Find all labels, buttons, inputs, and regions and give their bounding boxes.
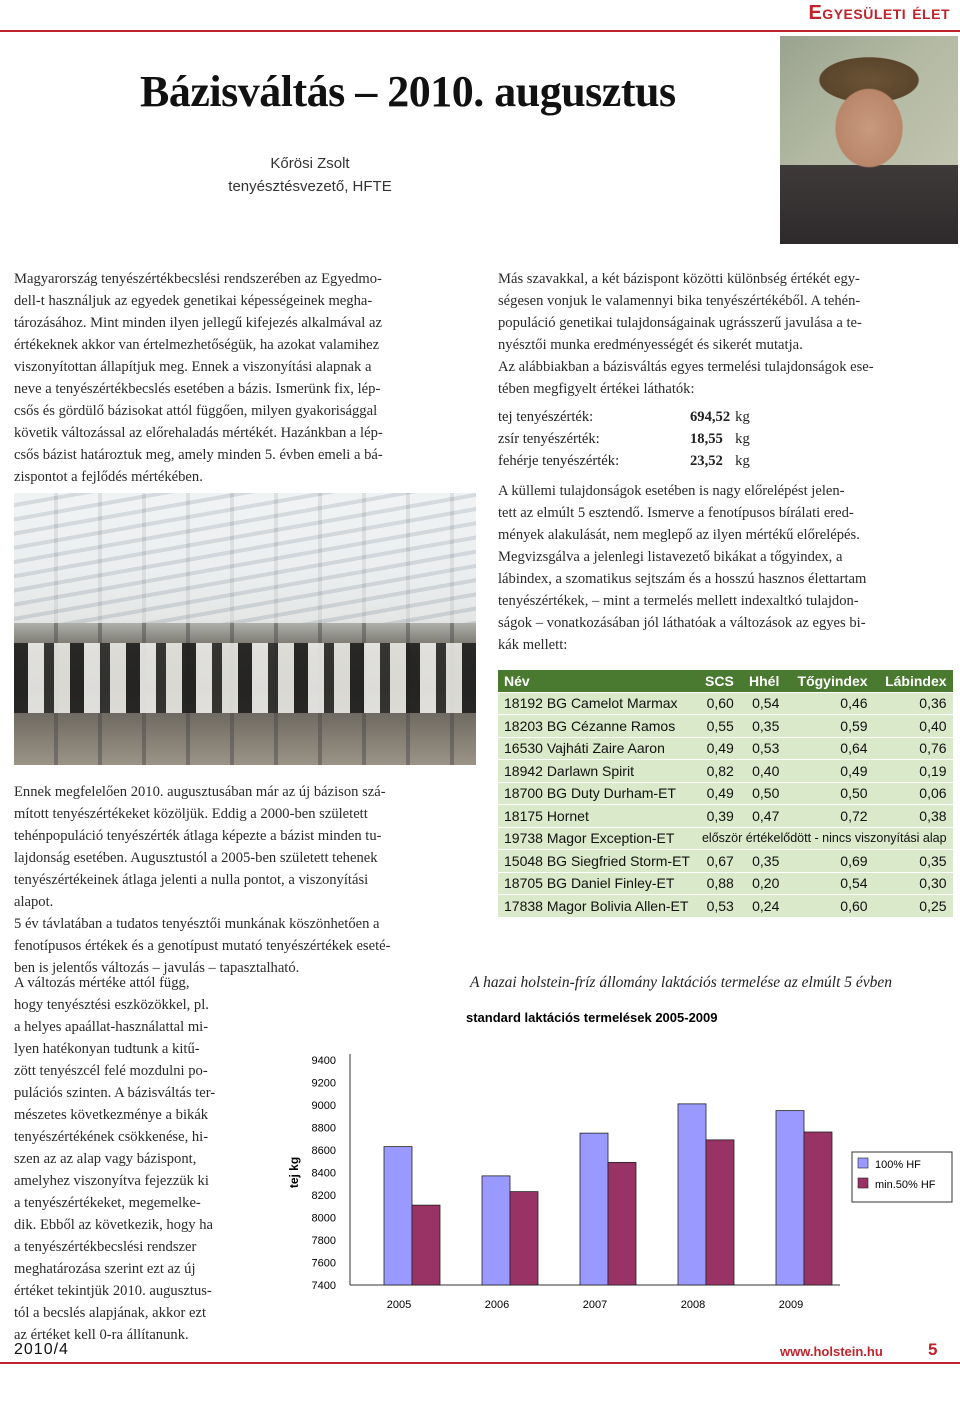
right-intro-paragraph <box>498 268 948 400</box>
x-tick-label: 2005 <box>386 1299 412 1311</box>
text-line: ségesen vonjuk le valamennyi bika tenyészértékéből. A tehén- <box>498 293 861 309</box>
text-line: tehénpopuláció tenyészérték átlaga képezte a bázist minden tu- <box>14 828 382 844</box>
chart-title: standard laktációs termelések 2005-2009 <box>466 1010 718 1025</box>
intro-paragraph <box>14 268 470 488</box>
y-tick-label: 8400 <box>311 1167 336 1180</box>
header-rule <box>0 30 960 32</box>
text-line: amelyhez viszonyítva fejezzük ki <box>14 1173 209 1189</box>
text-line: pulációs szinten. A bázisváltás ter- <box>14 1085 216 1101</box>
bull-value-cell: 0,40 <box>740 760 786 783</box>
bull-value-cell: 0,19 <box>874 760 953 783</box>
x-tick-label: 2009 <box>778 1299 804 1311</box>
text-line: fenotípusos értékek és a genotípust mutató tenyészértékek eseté- <box>14 938 391 954</box>
text-line: mészetes következménye a bikák <box>14 1107 209 1123</box>
text-line: ben is jelentős változás – javulás – tapasztalható. <box>14 960 300 976</box>
bull-name-cell: 15048 BG Siegfried Storm-ET <box>498 850 696 873</box>
y-tick-label: 9000 <box>311 1100 336 1112</box>
base-value-number: 23,52 <box>690 452 723 469</box>
text-line: lyen hatékonyan tudtunk a kitű- <box>14 1041 200 1057</box>
y-tick-label: 8200 <box>311 1190 336 1202</box>
text-line: hogy tenyésztési eszközökkel, pl. <box>14 997 209 1013</box>
author-photo <box>780 36 958 244</box>
base-value-unit: kg <box>735 430 750 447</box>
table-row <box>498 760 953 783</box>
text-line: Az alábbiakban a bázisváltás egyes termelési tulajdonságok ese- <box>498 359 874 375</box>
table-row <box>498 872 953 895</box>
text-line: mított tenyészértékeket közöljük. Eddig a 2000-ben született <box>14 806 368 822</box>
base-change-paragraph <box>14 781 470 979</box>
bull-value-cell: 0,60 <box>696 692 740 715</box>
text-line: 5 év távlatában a tudatos tenyésztői munkának köszönhetően a <box>14 916 380 932</box>
bull-name-cell: 17838 Magor Bolivia Allen-ET <box>498 895 696 918</box>
text-line: zött tenyészcél felé mozdulni po- <box>14 1063 208 1079</box>
table-header-cell: Hhél <box>740 670 786 692</box>
text-line: tett az elmúlt 5 esztendő. Ismerve a fenotípusos bírálati ered- <box>498 505 854 521</box>
table-header-cell: SCS <box>696 670 740 692</box>
change-explanation-paragraph <box>14 972 254 1346</box>
table-row <box>498 737 953 760</box>
bull-value-cell: 0,38 <box>874 805 953 828</box>
bull-value-cell: 0,49 <box>785 760 873 783</box>
text-line: A változás mértéke attól függ, <box>14 975 190 991</box>
bull-value-cell: 0,39 <box>696 805 740 828</box>
table-row <box>498 805 953 828</box>
text-line: tenyészértékek, – mint a termelés mellett indexaltkó tulajdon- <box>498 593 859 609</box>
bar-hf100 <box>776 1111 804 1285</box>
text-line: Más szavakkal, a két bázispont közötti különbség értékét egy- <box>498 271 860 287</box>
text-line: dell-t használjuk az egyedek genetikai képességeinek megha- <box>14 293 373 309</box>
bull-value-cell: 0,40 <box>874 715 953 738</box>
page-number: 5 <box>928 1340 938 1359</box>
text-line: szen az az alap vagy bázispont, <box>14 1151 197 1167</box>
author-name: Kőrösi Zsolt <box>270 155 350 172</box>
bar-hf100 <box>580 1133 608 1285</box>
section-label: Egyesületi élet <box>808 2 950 24</box>
bull-value-cell: 0,53 <box>696 895 740 918</box>
base-value-number: 18,55 <box>690 430 723 447</box>
text-line: kák mellett: <box>498 637 568 653</box>
bull-value-cell: 0,55 <box>696 715 740 738</box>
legend-swatch <box>858 1158 868 1168</box>
bar-hf50 <box>510 1192 538 1285</box>
text-line: Megvizsgálva a jelenlegi listavezető bikákat a tőgyindex, a <box>498 549 843 565</box>
x-tick-label: 2008 <box>680 1299 706 1311</box>
table-row <box>498 895 953 918</box>
website-link[interactable]: www.holstein.hu <box>780 1344 883 1359</box>
bull-value-cell: 0,59 <box>785 715 873 738</box>
base-value-number: 694,52 <box>690 408 731 425</box>
bull-name-cell: 19738 Magor Exception-ET <box>498 827 696 850</box>
bull-value-cell: 0,60 <box>785 895 873 918</box>
bull-name-cell: 18203 BG Cézanne Ramos <box>498 715 696 738</box>
bar-hf50 <box>804 1132 832 1285</box>
table-row <box>498 850 953 873</box>
y-axis-label: tej kg <box>287 1156 301 1189</box>
base-value-label: zsír tenyészérték: <box>498 430 600 447</box>
bull-value-cell: 0,49 <box>696 737 740 760</box>
y-tick-label: 8800 <box>311 1122 336 1135</box>
text-line: az értéket kell 0-ra állítanunk. <box>14 1327 189 1343</box>
table-row <box>498 715 953 738</box>
bar-hf50 <box>412 1205 440 1285</box>
table-header-cell: Név <box>498 670 696 692</box>
text-line: a tenyészértékbecslési rendszer <box>14 1239 197 1255</box>
bull-value-cell: először értékelődött - nincs viszonyítási alap <box>696 827 953 850</box>
base-value-row <box>498 406 750 428</box>
x-tick-label: 2007 <box>582 1299 608 1311</box>
y-tick-label: 8000 <box>311 1212 336 1225</box>
base-value-label: tej tenyészérték: <box>498 408 594 425</box>
bull-value-cell: 0,88 <box>696 872 740 895</box>
bar-hf100 <box>678 1104 706 1285</box>
bull-value-cell: 0,36 <box>874 692 953 715</box>
bull-value-cell: 0,20 <box>740 872 786 895</box>
y-tick-label: 7800 <box>311 1235 336 1247</box>
text-line: tenyészértékének csökkenése, hi- <box>14 1129 209 1145</box>
y-tick-label: 7600 <box>311 1257 336 1270</box>
bull-value-cell: 0,76 <box>874 737 953 760</box>
legend-swatch <box>858 1178 868 1188</box>
bull-value-cell: 0,50 <box>740 782 786 805</box>
barn-photo <box>14 493 476 765</box>
text-line: a tenyészértékeket, megemelke- <box>14 1195 201 1211</box>
text-line: populáció genetikai tulajdonságainak ugrásszerű javulása a te- <box>498 315 862 331</box>
text-line: A küllemi tulajdonságok esetében is nagy előrelépést jelen- <box>498 483 845 499</box>
text-line: neve a tenyészértékbecslés esetében a bázis. Ismerünk fix, lép- <box>14 381 381 397</box>
bull-value-cell: 0,25 <box>874 895 953 918</box>
text-line: meghatározása szerint ezt az új <box>14 1261 196 1277</box>
bull-name-cell: 16530 Vajháti Zaire Aaron <box>498 737 696 760</box>
bull-value-cell: 0,24 <box>740 895 786 918</box>
bull-value-cell: 0,72 <box>785 805 873 828</box>
bull-value-cell: 0,82 <box>696 760 740 783</box>
text-line: zispontot a fejlődés mértékében. <box>14 469 203 485</box>
bull-value-cell: 0,35 <box>874 850 953 873</box>
bar-hf50 <box>608 1162 636 1285</box>
base-values-table <box>498 406 750 472</box>
text-line: tenyészértékeinek átlaga jelenti a nulla pontot, a viszonyítási <box>14 872 369 888</box>
text-line: ságok – vonatkozásában jól láthatóak a változások az egyes bi- <box>498 615 866 631</box>
author-role: tenyésztésvezető, HFTE <box>228 178 392 195</box>
chart-caption: A hazai holstein-fríz állomány laktációs termelése az elmúlt 5 évben <box>470 974 893 991</box>
bull-name-cell: 18705 BG Daniel Finley-ET <box>498 872 696 895</box>
bull-name-cell: 18192 BG Camelot Marmax <box>498 692 696 715</box>
base-value-row <box>498 450 750 472</box>
bull-value-cell: 0,54 <box>740 692 786 715</box>
text-line: tében megfigyelt értékei láthatók: <box>498 381 695 397</box>
text-line: viszonyítottan állapítjuk meg. Ennek a viszonyítási alapnak a <box>14 359 372 375</box>
bull-value-cell: 0,06 <box>874 782 953 805</box>
base-value-row <box>498 428 750 450</box>
text-line: csős bázist határoztuk meg, amely minden 5. évben emeli a bá- <box>14 447 383 463</box>
conformation-paragraph <box>498 480 948 656</box>
table-header-cell: Lábindex <box>874 670 953 692</box>
bull-value-cell: 0,35 <box>740 715 786 738</box>
bull-name-cell: 18700 BG Duty Durham-ET <box>498 782 696 805</box>
bar-hf100 <box>384 1147 412 1285</box>
bar-hf50 <box>706 1140 734 1285</box>
text-line: tól a becslés alapjának, akkor ezt <box>14 1305 207 1321</box>
text-line: lajdonság esetében. Augusztustól a 2005-ben született tehenek <box>14 850 378 866</box>
bull-value-cell: 0,35 <box>740 850 786 873</box>
text-line: Magyarország tenyészértékbecslési rendszerében az Egyedmo- <box>14 271 382 287</box>
y-tick-label: 9400 <box>311 1055 336 1067</box>
bull-value-cell: 0,46 <box>785 692 873 715</box>
text-line: csős és gördülő bázisokat attól függően, milyen gyakorisággal <box>14 403 378 419</box>
legend-label: min.50% HF <box>875 1179 936 1191</box>
article-title: Bázisváltás – 2010. augusztus <box>140 67 676 116</box>
issue-label: 2010/4 <box>14 1341 69 1358</box>
bull-value-cell: 0,54 <box>785 872 873 895</box>
text-line: alapot. <box>14 894 54 910</box>
text-line: a helyes apaállat-használattal mi- <box>14 1019 209 1035</box>
table-row <box>498 827 953 850</box>
bull-name-cell: 18175 Hornet <box>498 805 696 828</box>
text-line: értékeknek akkor van értelmezhetőségük, ha azokat valamihez <box>14 337 380 353</box>
y-tick-label: 7400 <box>311 1280 336 1292</box>
bull-value-cell: 0,49 <box>696 782 740 805</box>
bull-value-cell: 0,30 <box>874 872 953 895</box>
bull-value-cell: 0,67 <box>696 850 740 873</box>
bull-value-cell: 0,53 <box>740 737 786 760</box>
legend-label: 100% HF <box>875 1159 921 1171</box>
base-value-unit: kg <box>735 452 750 469</box>
y-tick-label: 8600 <box>311 1145 336 1157</box>
text-line: dik. Ebből az következik, hogy ha <box>14 1217 213 1233</box>
footer-rule <box>0 1362 960 1364</box>
production-chart <box>270 998 960 1330</box>
bull-table <box>498 670 953 918</box>
base-value-unit: kg <box>735 408 750 425</box>
table-row <box>498 782 953 805</box>
bull-name-cell: 18942 Darlawn Spirit <box>498 760 696 783</box>
y-tick-label: 9200 <box>311 1077 336 1090</box>
text-line: mények alakulását, nem meglepő az ilyen mértékű előrelépés. <box>498 527 860 543</box>
table-header-cell: Tőgyindex <box>785 670 873 692</box>
text-line: követik változással az előrehaladás mértékét. Hazánkban a lép- <box>14 425 383 441</box>
bull-value-cell: 0,69 <box>785 850 873 873</box>
bull-value-cell: 0,64 <box>785 737 873 760</box>
text-line: Ennek megfelelően 2010. augusztusában már az új bázison szá- <box>14 784 386 800</box>
text-line: lábindex, a szomatikus sejtszám és a hosszú hasznos élettartam <box>498 571 867 587</box>
text-line: értéket tekintjük 2010. augusztus- <box>14 1283 212 1299</box>
table-row <box>498 692 953 715</box>
text-line: tározásához. Mint minden ilyen jellegű kifejezés alkalmával az <box>14 315 382 331</box>
bull-value-cell: 0,50 <box>785 782 873 805</box>
base-value-label: fehérje tenyészérték: <box>498 452 620 469</box>
bar-hf100 <box>482 1176 510 1285</box>
bull-value-cell: 0,47 <box>740 805 786 828</box>
text-line: nyésztői munka eredményességét és sikerét mutatja. <box>498 337 803 353</box>
x-tick-label: 2006 <box>484 1299 510 1311</box>
